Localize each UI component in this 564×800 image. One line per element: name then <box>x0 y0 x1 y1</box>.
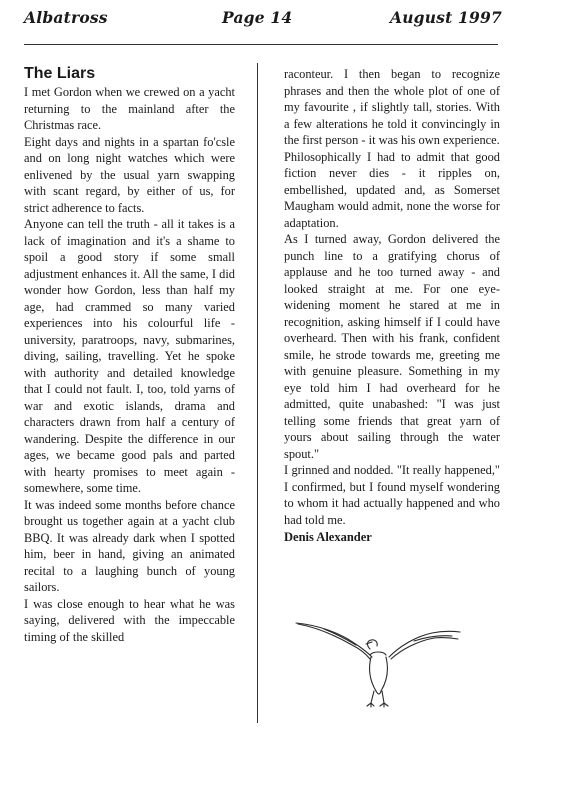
paragraph: raconteur. I then began to recognize phrases and then the whole plot of one of my favourite , if slightly tall, stories. With a few alterations he told it convincingly in the first person - it was his own experience. <box>284 67 500 147</box>
paragraph: Anyone can tell the truth - all it takes is a lack of imagination and it's a shame to spoil a good story if some small adjustment enhances it. All the same, I did wonder how Gordon, less than half my age, had crammed so many varied experiences into his colourful life - university, paratroops, navy, submarines, diving, sailing, travelling. Yet he spoke with authority and detailed knowledge that I could not fault. I, too, told yarns of war and exotic islands, drama and characters drawn from half a century of wandering. Despite the difference in our ages, we became good pals and parted with hearty promises to meet again - somewhere, some time. <box>24 217 235 495</box>
article-column-left <box>24 64 235 645</box>
paragraph: I grinned and nodded. "It really happened," I confirmed, but I found myself wondering to whom it had actually happened and who had told me. <box>284 463 500 527</box>
article-title: The Liars <box>24 65 96 82</box>
page-header <box>24 8 502 30</box>
issue-date: August 1997 <box>389 8 502 27</box>
paragraph: Eight days and nights in a spartan fo'csle and on long night watches which were enlivened by the usual yarn swapping with scant regard, by either of us, for strict adherence to facts. <box>24 134 235 215</box>
column-divider <box>257 63 258 723</box>
paragraph: I was close enough to hear what he was saying, delivered with the impeccable timing of the skilled <box>24 596 235 644</box>
header-rule <box>24 44 498 45</box>
albatross-sketch-icon <box>294 611 462 709</box>
newsletter-name: Albatross <box>24 8 108 27</box>
paragraph: I met Gordon when we crewed on a yacht returning to the mainland after the Christmas race. <box>24 85 235 132</box>
page-number: Page 14 <box>222 8 293 27</box>
paragraph: It was indeed some months before chance brought us together again at a yacht club BBQ. It was already dark when I spotted him, beer in hand, giving an animated recital to a laughing bunch of young sailors. <box>24 497 235 594</box>
article-column-right <box>284 66 500 546</box>
paragraph: Philosophically I had to admit that good fiction never dies - it ripples on, embellished, updated and, as Somerset Maugham would admit, none the worse for adaptation. <box>284 149 500 230</box>
author-signature: Denis Alexander <box>284 530 372 544</box>
paragraph: As I turned away, Gordon delivered the punch line to a gratifying chorus of applause and he too turned away - and looked straight at me. For one eye-widening moment he stared at me in recognition, asking himself if I could have overheard. Then with his frank, confident smile, he strode towards me, greeting me with genuine pleasure. Something in my eye told him I had overheard for he admitted, quite unabashed: "I was just telling some friends that great yarn of yours about sailing through the water spout." <box>284 232 500 461</box>
